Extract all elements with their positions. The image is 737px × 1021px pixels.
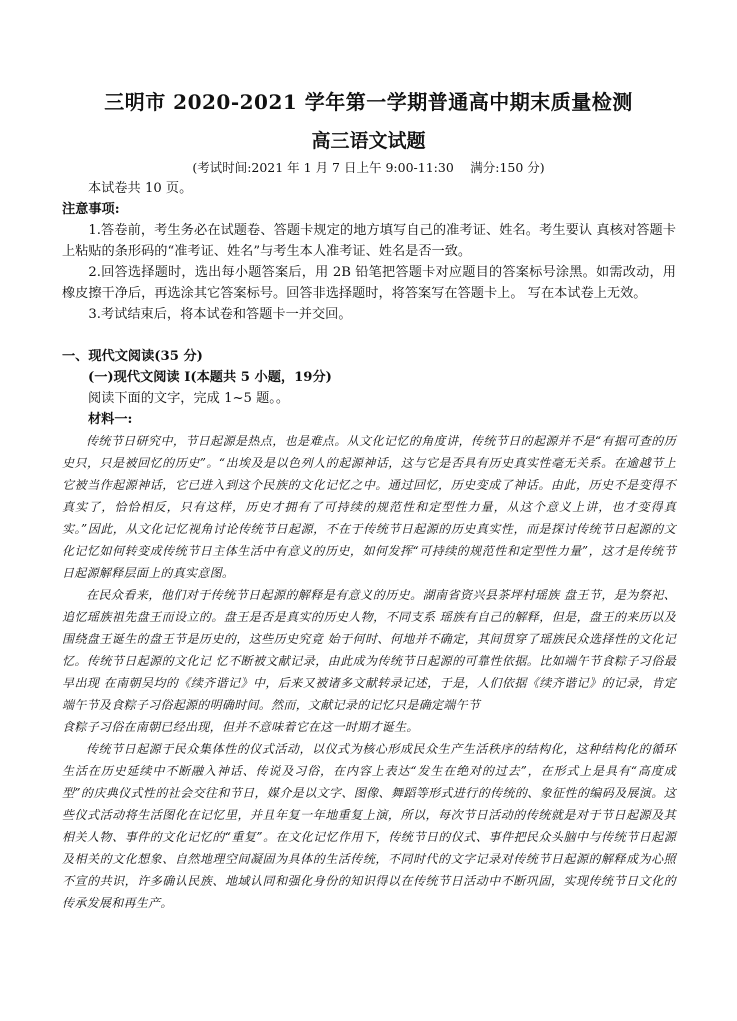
notice-list xyxy=(62,220,676,325)
material-paragraph: 传统节日起源于民众集体性的仪式活动，以仪式为核心形成民众生产生活秩序的结构化，这种结构化的循环生活在历史延续中不断融入神话、传说及习俗，在内容上表达“发生在绝对的过去”，在形式上是具有“高度成型”的庆典仪式性的社会交往和节日，媒介是以文字、图像、舞蹈等形式进行的传统的、象征性的编码及展演。这些仪式活动将生活图化在记忆里，并且年复一年地重复上演，所以，每次节日活动的传统就是对于节日起源及其相关人物、事件的文化记忆的“重复”。在文化记忆作用下，传统节日的仪式、事件把民众头脑中与传统节日起源及相关的文化想象、自然地理空间凝固为具体的生活传统，不同时代的文字记录对传统节日起源的解释成为心照不宣的共识，许多确认民族、地域认同和强化身份的知识得以在传统节日活动中不断巩固，实现传统节日文化的传承发展和再生产。 xyxy=(62,742,676,910)
exam-info: (考试时间:2021 年 1 月 7 日上午 9:00-11:30 满分:150 分) xyxy=(192,160,545,175)
material-paragraph: 在民众看来，他们对于传统节日起源的解释是有意义的历史。湖南省资兴县茶坪村瑶族 盘王节，是为祭祀、追忆瑶族祖先盘王而设立的。盘王是否是真实的历史人物，不同支系 瑶族有自己的解释，但是，盘王的来历以及围绕盘王诞生的盘王节是历史的，这些历史究竟 始于何时、何地并不确定，其间贯穿了瑶族民众选择性的文化记忆。传统节日起源的文化记 忆不断被文献记录，由此成为传统节日起源的可靠性依据。比如端午节食粽子习俗最早出现 在南朝吴均的《续齐谐记》中，后来又被诸多文献转录记述，于是，人们依据《续齐谐记》的记录，肯定端午节及食粽子习俗起源的明确时间。然而，文献记录的记忆只是确定端午节 xyxy=(62,588,676,712)
subject-title: 高三语文试题 xyxy=(311,130,426,152)
material-paragraph: 传统节日研究中，节日起源是热点，也是难点。从文化记忆的角度讲，传统节日的起源并不是“有据可查的历史只，只是被回忆的历史”。“出埃及是以色列人的起源神话，这与它是否具有历史真实性毫无关系。在逾越节上它被当作起源神话，它已进入到这个民族的文化记忆之中。通过回忆，历史变成了神话。由此，历史不是变得不真实了，恰恰相反，只有这样，历史才拥有了可持续的规范性和定型性力量，从这个意义上讲，也才变得真实。”因此，从文化记忆视角讨论传统节日起源，不在于传统节日起源的历史真实性，而是探讨传统节日起源的文化记忆如何转变成传统节日主体生活中有意义的历史，如何发挥“可持续的规范性和定型性力量”，这才是传统节日起源解释层面上的真实意图。 xyxy=(62,434,676,580)
material-label: 材料一: xyxy=(88,412,133,427)
material-text xyxy=(62,430,676,914)
notice-item: 1.答卷前，考生务必在试题卷、答题卡规定的地方填写自己的准考证、姓名。考生要认 真核对答题卡上粘贴的条形码的“准考证、姓名”与考生本人准考证、姓名是否一致。 xyxy=(62,223,676,259)
sub-section-heading: (一)现代文阅读 I(本题共 5 小题，19分) xyxy=(88,370,332,385)
section-heading: 一、现代文阅读(35 分) xyxy=(62,349,203,364)
notice-item: 2.回答选择题时，选出每小题答案后，用 2B 铅笔把答题卡对应题目的答案标号涂黑。如需改动，用橡皮擦干净后，再选涂其它答案标号。回答非选择题时，将答案写在答题卡上。 写在本试卷上无效。 xyxy=(62,265,676,301)
notice-item: 3.考试结束后，将本试卷和答题卡一并交回。 xyxy=(88,307,352,322)
exam-title: 三明市 2020-2021 学年第一学期普通高中期末质量检测 xyxy=(104,90,633,114)
notice-heading: 注意事项: xyxy=(62,202,120,217)
reading-instruction: 阅读下面的文字，完成 1~5 题。。 xyxy=(88,391,290,406)
material-paragraph: 食粽子习俗在南朝已经出现，但并不意味着它在这一时期才诞生。 xyxy=(62,720,419,734)
pages-note: 本试卷共 10 页。 xyxy=(88,181,193,196)
